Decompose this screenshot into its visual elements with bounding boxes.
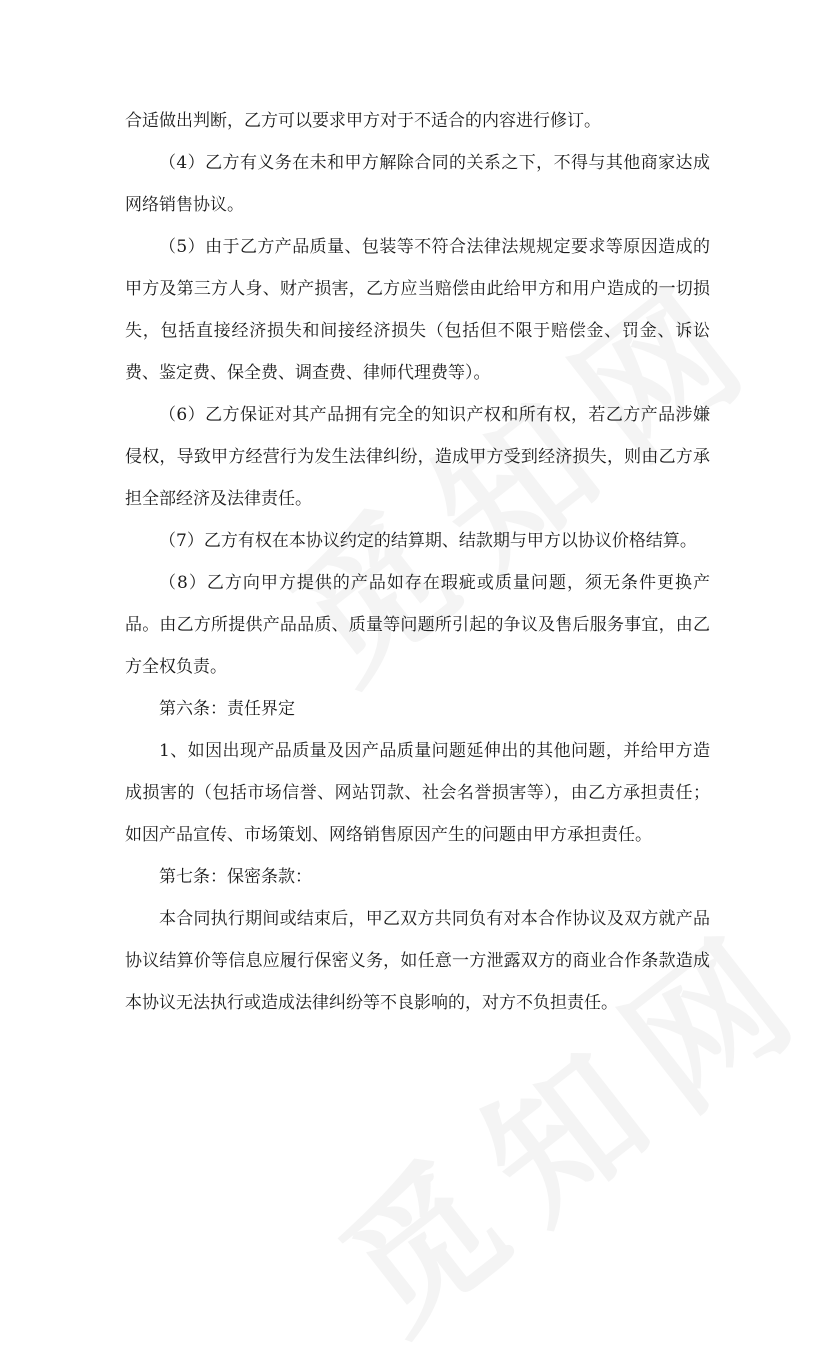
article-7-body: 本合同执行期间或结束后，甲乙双方共同负有对本合作协议及双方就产品协议结算价等信息应履行保密义务，如任意一方泄露双方的商业合作条款造成本协议无法执行或造成法律纠纷等不良影响的，对方不负担责任。 bbox=[125, 909, 710, 1013]
article-7-heading: 第七条：保密条款： bbox=[159, 867, 312, 887]
document-body bbox=[125, 100, 710, 1024]
clause-6: （6）乙方保证对其产品拥有完全的知识产权和所有权，若乙方产品涉嫌侵权，导致甲方经营行为发生法律纠纷，造成甲方受到经济损失，则由乙方承担全部经济及法律责任。 bbox=[125, 405, 710, 509]
article-6-item-1: 1、如因出现产品质量及因产品质量问题延伸出的其他问题，并给甲方造成损害的（包括市场信誉、网站罚款、社会名誉损害等），由乙方承担责任；如因产品宣传、市场策划、网络销售原因产生的问题由甲方承担责任。 bbox=[125, 741, 710, 845]
paragraph-continuation: 合适做出判断，乙方可以要求甲方对于不适合的内容进行修订。 bbox=[125, 111, 601, 131]
clause-4: （4）乙方有义务在未和甲方解除合同的关系之下，不得与其他商家达成网络销售协议。 bbox=[125, 153, 710, 215]
clause-5: （5）由于乙方产品质量、包装等不符合法律法规规定要求等原因造成的甲方及第三方人身、财产损害，乙方应当赔偿由此给甲方和用户造成的一切损失，包括直接经济损失和间接经济损失（包括但不限于赔偿金、罚金、诉讼费、鉴定费、保全费、调查费、律师代理费等）。 bbox=[125, 237, 710, 383]
clause-8: （8）乙方向甲方提供的产品如存在瑕疵或质量问题，须无条件更换产品。由乙方所提供产品品质、质量等问题所引起的争议及售后服务事宜，由乙方全权负责。 bbox=[125, 573, 710, 677]
clause-7: （7）乙方有权在本协议约定的结算期、结款期与甲方以协议价格结算。 bbox=[159, 531, 697, 551]
article-6-heading: 第六条：责任界定 bbox=[159, 699, 295, 719]
